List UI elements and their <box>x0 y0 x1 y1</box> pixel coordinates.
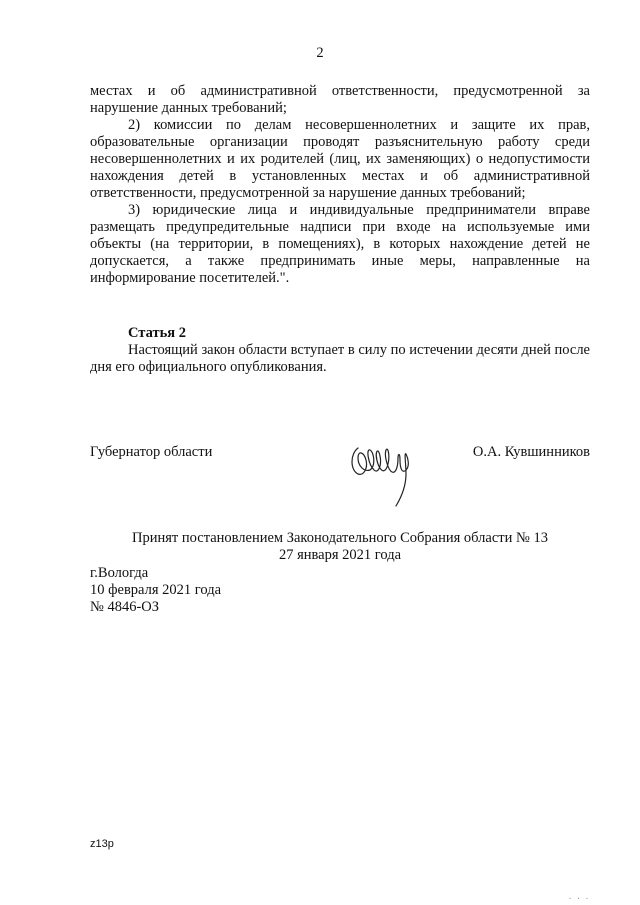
article-text: Настоящий закон области вступает в силу по истечении десяти дней после дня его официального опубликования. <box>90 342 590 375</box>
law-number: № 4846-ОЗ <box>90 599 160 615</box>
signatory-title: Губернатор области <box>90 444 213 460</box>
page-number: 2 <box>316 45 324 61</box>
paragraph-continuation: местах и об административной ответственности, предусмотренной за нарушение данных требований; <box>90 83 590 116</box>
city: г.Вологда <box>90 565 149 581</box>
handwritten-signature-icon <box>348 430 420 510</box>
signature-row <box>90 444 590 464</box>
paragraph-item-3: 3) юридические лица и индивидуальные предприниматели вправе размещать предупредительные надписи при входе на используемые ими объекты (на территории, в помещениях), в которых нахождение детей не допускается, а также предпринимать иные меры, направленные на информирование посетителей.". <box>90 202 590 286</box>
law-text-continuation <box>90 83 590 287</box>
paragraph-item-2: 2) комиссии по делам несовершеннолетних и защите их прав, образовательные организации проводят разъяснительную работу среди несовершеннолетних и их родителей (лиц, их заменяющих) о недопустимости нахождения детей в установленных местах и об административной ответственности, предусмотренной за нарушение данных требований; <box>90 117 590 201</box>
adoption-line-1: Принят постановлением Законодательного Собрания области № 13 <box>132 530 548 546</box>
scan-marks: · · · <box>568 895 590 903</box>
place-date-number <box>90 565 221 616</box>
adoption-line-2: 27 января 2021 года <box>278 547 402 563</box>
adoption-note <box>90 530 590 564</box>
signatory-name: О.А. Кувшинников <box>472 444 590 460</box>
article-2-block <box>90 325 590 376</box>
footer-code: z13p <box>90 838 114 850</box>
signing-date: 10 февраля 2021 года <box>90 582 222 598</box>
article-heading: Статья 2 <box>128 325 186 341</box>
